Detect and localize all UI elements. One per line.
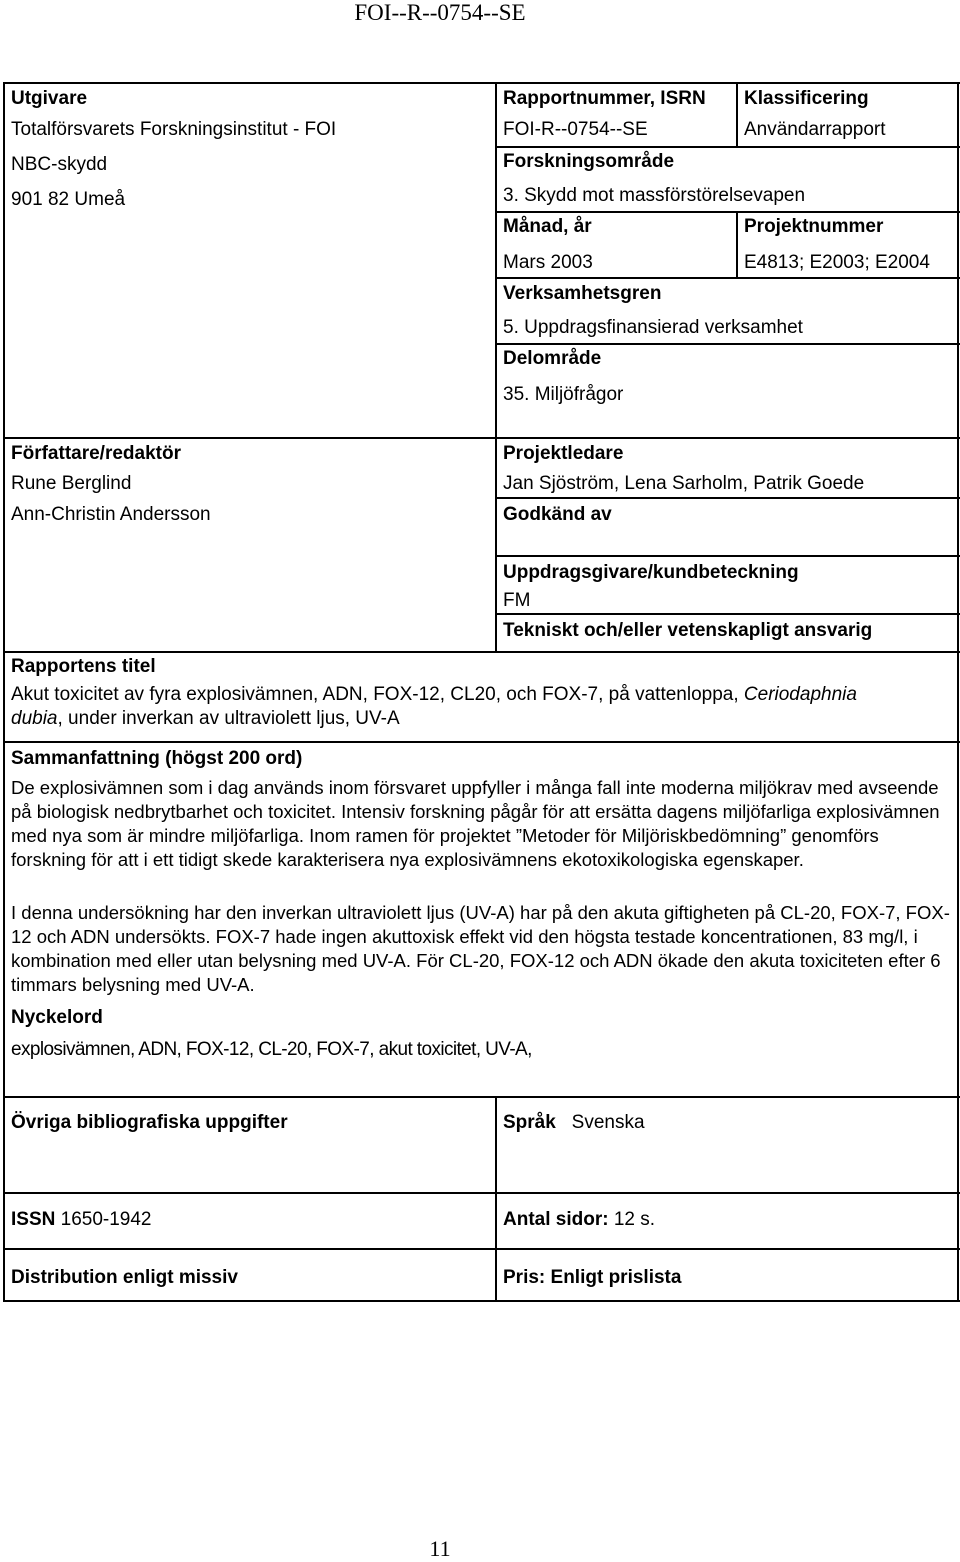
godkand-label: Godkänd av xyxy=(503,504,612,525)
grid-line xyxy=(3,1192,960,1194)
grid-line xyxy=(495,613,960,615)
pris-label: Pris: Enligt prislista xyxy=(503,1267,682,1288)
projektnummer-label: Projektnummer xyxy=(744,216,884,237)
manad-label: Månad, år xyxy=(503,216,592,237)
manad-value: Mars 2003 xyxy=(503,252,593,273)
nyckelord-label: Nyckelord xyxy=(11,1007,103,1028)
grid-line xyxy=(495,555,960,557)
grid-line xyxy=(3,1300,960,1302)
tekniskt-label: Tekniskt och/eller vetenskapligt ansvarig xyxy=(503,620,873,641)
projektnummer-value: E4813; E2003; E2004 xyxy=(744,252,930,273)
grid-line xyxy=(3,82,5,1302)
sprak-label: Språk xyxy=(503,1112,556,1133)
verksamhetsgren-label: Verksamhetsgren xyxy=(503,283,662,304)
grid-line xyxy=(736,82,738,148)
antal-sidor-value: 12 s. xyxy=(613,1209,656,1230)
ovriga-label: Övriga bibliografiska uppgifter xyxy=(11,1112,288,1133)
antal-sidor-label: Antal sidor: xyxy=(503,1209,609,1230)
grid-line xyxy=(495,497,960,499)
forskningsomrade-label: Forskningsområde xyxy=(503,151,675,172)
rapportnummer-label: Rapportnummer, ISRN xyxy=(503,88,706,109)
grid-line xyxy=(3,741,960,743)
grid-line xyxy=(736,211,738,279)
sprak-field xyxy=(503,1112,645,1134)
forfattare-label: Författare/redaktör xyxy=(11,443,181,464)
grid-line xyxy=(3,651,960,653)
grid-line xyxy=(495,211,960,213)
grid-line xyxy=(495,82,497,653)
grid-line xyxy=(957,82,959,1302)
titel-part-2: , under inverkan av ultraviolett ljus, UV-A xyxy=(57,708,400,729)
page-number: 11 xyxy=(429,1536,451,1561)
klassificering-label: Klassificering xyxy=(744,88,869,109)
issn-value: 1650-1942 xyxy=(60,1209,152,1230)
utgivare-line3: 901 82 Umeå xyxy=(11,189,126,210)
antal-sidor-field xyxy=(503,1209,655,1231)
forfattare-name-2: Ann-Christin Andersson xyxy=(11,504,211,525)
sprak-value: Svenska xyxy=(571,1112,645,1133)
delomrade-label: Delområde xyxy=(503,348,602,369)
utgivare-line1: Totalförsvarets Forskningsinstitut - FOI xyxy=(11,119,337,140)
utgivare-label: Utgivare xyxy=(11,88,88,109)
titel-label: Rapportens titel xyxy=(11,656,156,677)
grid-line xyxy=(495,146,960,148)
nyckelord-value: explosivämnen, ADN, FOX-12, CL-20, FOX-7, akut toxicitet, UV-A, xyxy=(11,1039,532,1060)
distribution-label: Distribution enligt missiv xyxy=(11,1267,238,1288)
sammanfattning-label: Sammanfattning (högst 200 ord) xyxy=(11,748,303,769)
uppdragsgivare-value: FM xyxy=(503,590,531,611)
grid-line xyxy=(3,82,960,84)
grid-line xyxy=(495,277,960,279)
verksamhetsgren-value: 5. Uppdragsfinansierad verksamhet xyxy=(503,317,803,338)
issn-label: ISSN xyxy=(11,1209,56,1230)
grid-line xyxy=(495,343,960,345)
delomrade-value: 35. Miljöfrågor xyxy=(503,384,624,405)
projektledare-label: Projektledare xyxy=(503,443,624,464)
titel-species-genus: Ceriodaphnia xyxy=(743,684,857,705)
page-header-doc-number: FOI--R--0754--SE xyxy=(354,0,526,25)
rapportnummer-value: FOI-R--0754--SE xyxy=(503,119,648,140)
projektledare-value: Jan Sjöström, Lena Sarholm, Patrik Goede xyxy=(503,473,865,494)
grid-line xyxy=(3,437,960,439)
issn-field xyxy=(11,1209,152,1231)
sammanfattning-paragraph-1: De explosivämnen som i dag används inom försvaret uppfyller i många fall inte moderna miljökrav med avseende på biologisk nedbrytbarhet och toxicitet. Intensiv forskning pågår för att ersätta dagens miljöfarliga explosivämnen med nya som är mindre miljöfarliga. Inom ramen för projektet ”Metoder för Miljöriskbedömning” genomförs forskning för att i ett tidigt skede karakterisera nya explosivämnens ekotoxikologiska egenskaper. xyxy=(11,777,940,870)
titel-text xyxy=(11,683,956,731)
forfattare-name-1: Rune Berglind xyxy=(11,473,132,494)
klassificering-value: Användarrapport xyxy=(744,119,886,140)
titel-species-epithet: dubia xyxy=(11,708,58,729)
grid-line xyxy=(495,1096,497,1302)
titel-part-1: Akut toxicitet av fyra explosivämnen, ADN, FOX-12, CL20, och FOX-7, på vattenloppa, xyxy=(11,684,744,705)
utgivare-line2: NBC-skydd xyxy=(11,154,108,175)
grid-line xyxy=(3,1096,960,1098)
sammanfattning-paragraph-2: I denna undersökning har den inverkan ultraviolett ljus (UV-A) har på den akuta giftigheten på CL-20, FOX-7, FOX-12 och ADN undersökts. FOX-7 hade ingen akuttoxisk effekt vid den högsta testade koncentrationen, 83 mg/l, i kombination med eller utan belysning med UV-A. För CL-20, FOX-12 och ADN ökade den akuta toxiciteten efter 6 timmars belysning med UV-A. xyxy=(11,902,950,995)
grid-line xyxy=(3,1248,960,1250)
uppdragsgivare-label: Uppdragsgivare/kundbeteckning xyxy=(503,562,799,583)
forskningsomrade-value: 3. Skydd mot massförstörelsevapen xyxy=(503,185,806,206)
